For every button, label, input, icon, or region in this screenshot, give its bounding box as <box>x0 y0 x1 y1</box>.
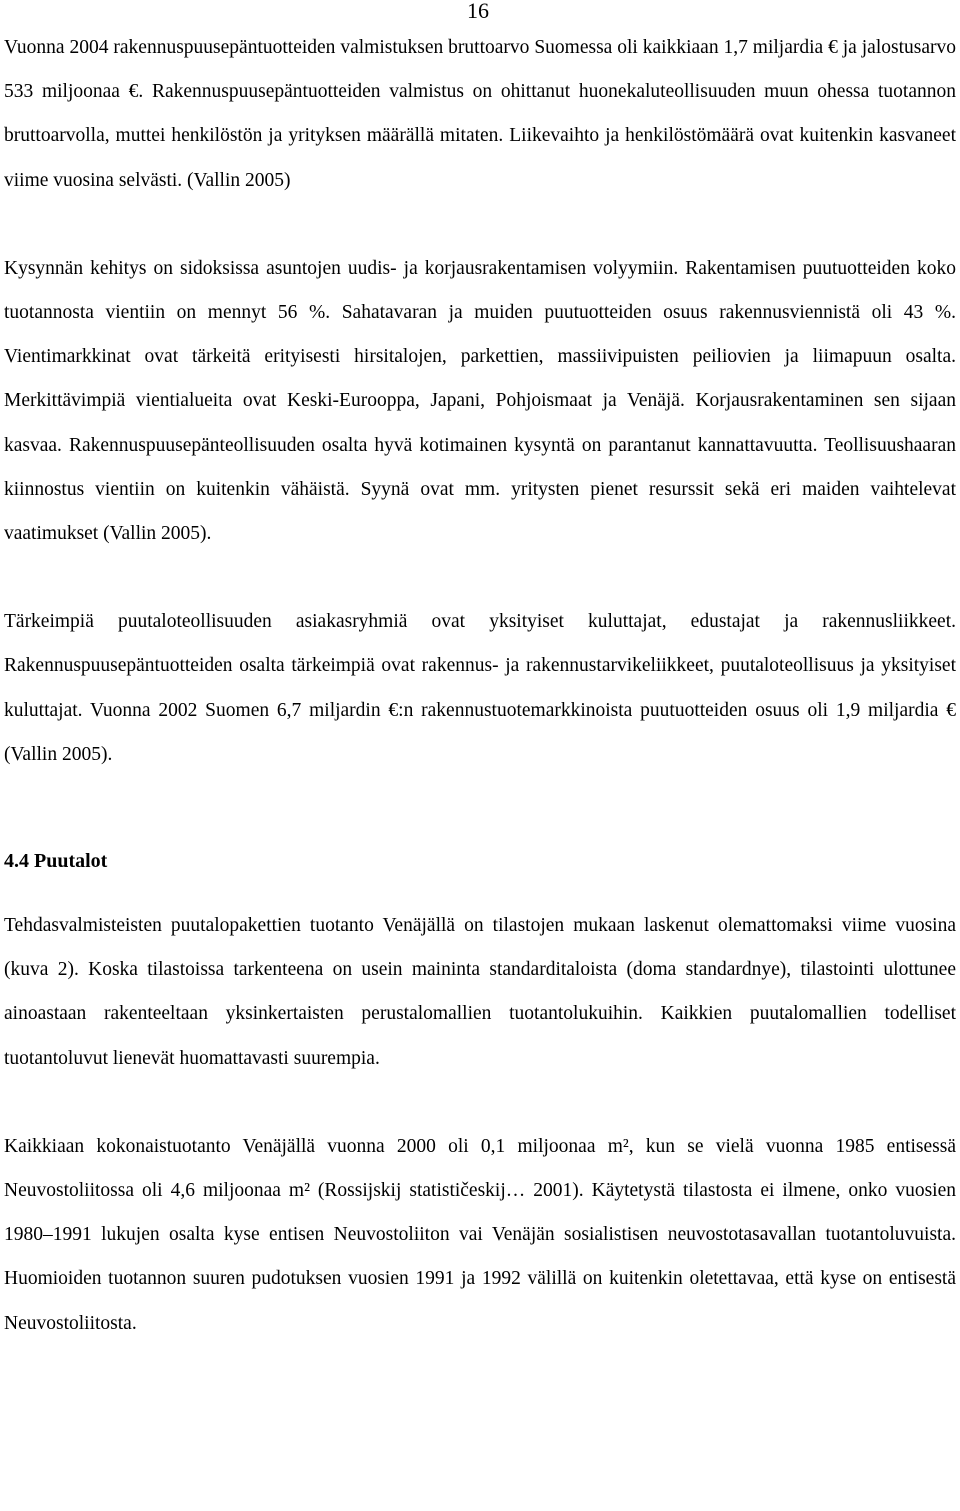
paragraph-total-production: Kaikkiaan kokonaistuotanto Venäjällä vuonna 2000 oli 0,1 miljoonaa m², kun se vielä vuonna 1985 entisessä Neuvostoliitossa oli 4,6 miljoonaa m² (Rossijskij statističeskij… 2001). Käytetystä tilastosta ei ilmene, onko vuosien 1980–1991 lukujen osalta kyse entisen Neuvostoliiton vai Venäjän sosialistisen neuvostotasavallan tuotantoluvuista. Huomioiden tuotannon suuren pudotuksen vuosien 1991 ja 1992 välillä on kuitenkin oletettavaa, että kyse on entisestä Neuvostoliitosta. <box>4 1135 956 1334</box>
document-body <box>4 26 956 1346</box>
section-heading: 4.4 Puutalot <box>4 850 108 873</box>
paragraph-prefab-houses: Tehdasvalmisteisten puutalopakettien tuotanto Venäjällä on tilastojen mukaan laskenut olemattomaksi viime vuosina (kuva 2). Koska tilastoissa tarkenteena on usein maininta standarditaloista (doma standardnye), tilastointi ulottunee ainoastaan rakenteeltaan yksinkertaisten perustalomallien tuotantolukuihin. Kaikkien puutalomallien todelliset tuotantoluvut lienevät huomattavasti suurempia. <box>4 915 956 1069</box>
paragraph-production-value: Vuonna 2004 rakennuspuusepäntuotteiden valmistuksen bruttoarvo Suomessa oli kaikkiaan 1,7 miljardia € ja jalostusarvo 533 miljoonaa €. Rakennuspuusepäntuotteiden valmistus on ohittanut huonekaluteollisuuden muun ohessa tuotannon bruttoarvolla, muttei henkilöstön ja yrityksen määrällä mitaten. Liikevaihto ja henkilöstömäärä ovat kuitenkin kasvaneet viime vuosina selvästi. (Vallin 2005) <box>4 37 956 191</box>
page-number: 16 <box>467 0 489 23</box>
paragraph-customer-groups: Tärkeimpiä puutaloteollisuuden asiakasryhmiä ovat yksityiset kuluttajat, edustajat ja rakennusliikkeet. Rakennuspuusepäntuotteiden osalta tärkeimpiä ovat rakennus- ja rakennustarvikeliikkeet, puutaloteollisuus ja yksityiset kuluttajat. Vuonna 2002 Suomen 6,7 miljardin €:n rakennustuotemarkkinoista puutuotteiden osuus oli 1,9 miljardia € (Vallin 2005). <box>4 611 956 765</box>
paragraph-demand: Kysynnän kehitys on sidoksissa asuntojen uudis- ja korjausrakentamisen volyymiin. Rakentamisen puutuotteiden koko tuotannosta vientiin on mennyt 56 %. Sahatavaran ja muiden puutuotteiden osuus rakennusviennistä oli 43 %. Vientimarkkinat ovat tärkeitä erityisesti hirsitalojen, parkettien, massiivipuisten peiliovien ja liimapuun osalta. Merkittävimpiä vientialueita ovat Keski-Eurooppa, Japani, Pohjoismaat ja Venäjä. Korjausrakentaminen sen sijaan kasvaa. Rakennuspuusepänteollisuuden osalta hyvä kotimainen kysyntä on parantanut kannattavuutta. Teollisuushaaran kiinnostus vientiin on kuitenkin vähäistä. Syynä ovat mm. yritysten pienet resurssit sekä eri maiden vaihtelevat vaatimukset (Vallin 2005). <box>4 257 956 545</box>
